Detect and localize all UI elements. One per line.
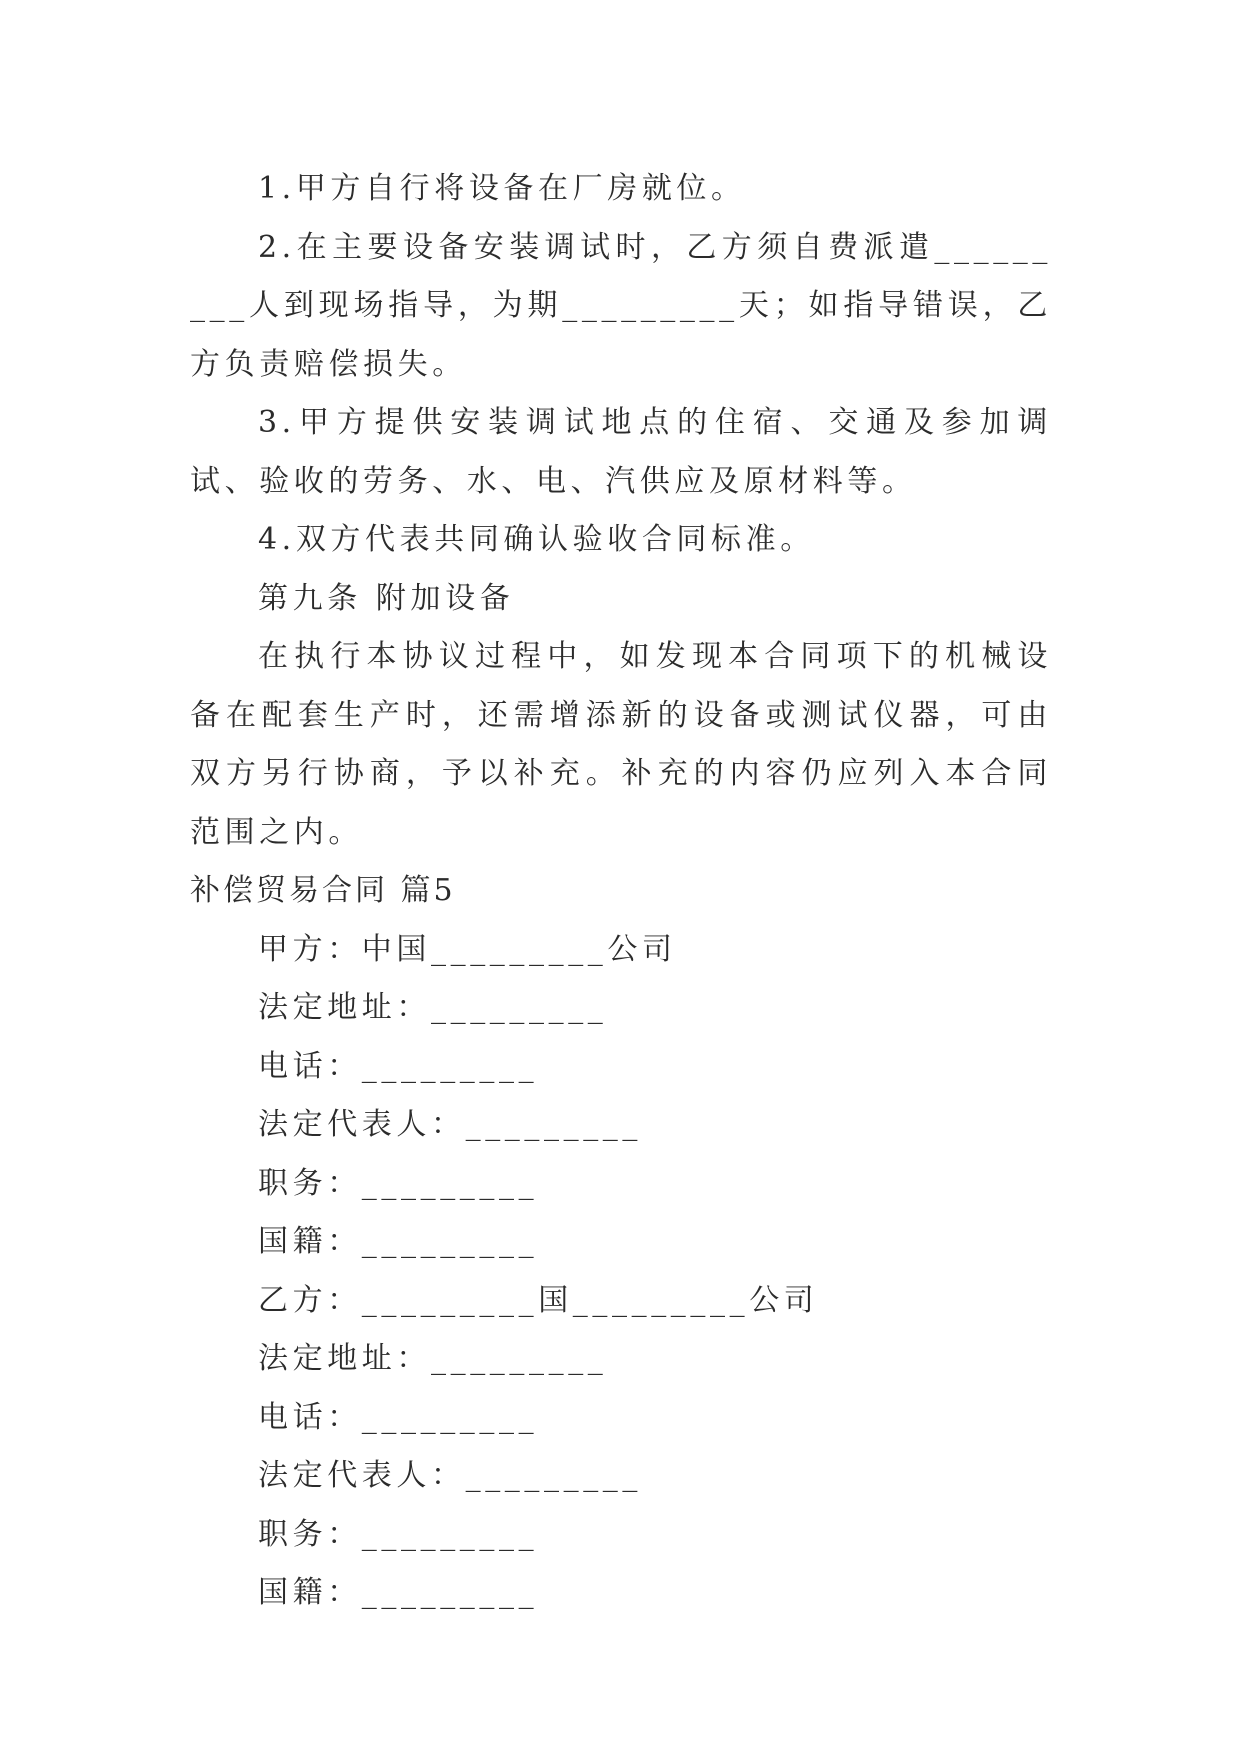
article-heading: 第九条 附加设备 [258, 580, 515, 616]
party-b-name: 乙方：_________国_________公司 [258, 1282, 819, 1318]
document-body [190, 160, 1052, 1623]
clause-item-2: 2.在主要设备安装调试时，乙方须自费派遣_________人到现场指导，为期_________天；如指导错误，乙方负责赔偿损失。 [190, 229, 1052, 382]
clause-item-3: 3.甲方提供安装调试地点的住宿、交通及参加调试、验收的劳务、水、电、汽供应及原材料等。 [190, 405, 1052, 499]
party-a-nationality: 国籍：_________ [258, 1224, 539, 1259]
party-a-name: 甲方：中国_________公司 [258, 931, 677, 967]
party-a-representative: 法定代表人：_________ [258, 1107, 642, 1142]
party-b-position: 职务：_________ [258, 1516, 539, 1552]
party-b-representative: 法定代表人：_________ [258, 1458, 642, 1493]
party-b-nationality: 国籍：_________ [258, 1575, 539, 1610]
clause-item-1: 1.甲方自行将设备在厂房就位。 [258, 171, 746, 206]
party-a-phone: 电话：_________ [258, 1048, 539, 1084]
article-body: 在执行本协议过程中，如发现本合同项下的机械设备在配套生产时，还需增添新的设备或测试仪器，可由双方另行协商，予以补充。补充的内容仍应列入本合同范围之内。 [190, 639, 1052, 850]
clause-item-4: 4.双方代表共同确认验收合同标准。 [258, 522, 815, 557]
party-b-phone: 电话：_________ [258, 1399, 539, 1435]
party-a-position: 职务：_________ [258, 1165, 539, 1201]
party-a-address: 法定地址：_________ [258, 990, 608, 1025]
party-b-address: 法定地址：_________ [258, 1341, 608, 1376]
section-heading: 补偿贸易合同 篇5 [190, 873, 456, 908]
